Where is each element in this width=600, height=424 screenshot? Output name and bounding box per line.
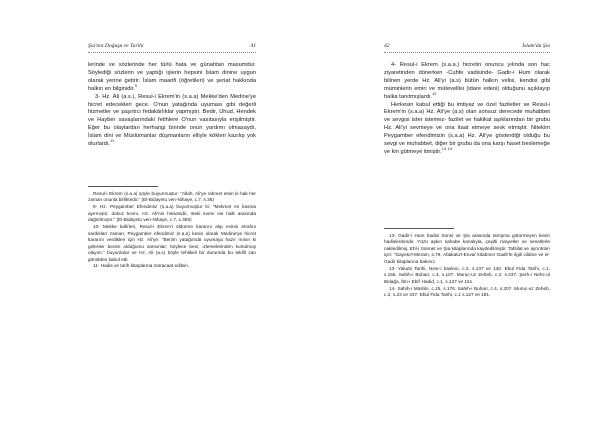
footnote: 10- Mekke kafirleri, Resul-i Ekrem'i öldürme kararını alıp evinin etrafını sardıkları zaman, Peygamber efendimiz (s.a.a) kesin olarak Medine'ye hicret kararını verdikleri için Hz. Ali'ye: "Benim yatağımda uyumaya hazır mısın ki gelenler benim olduğumu sansınlar; böylece beni, izlemelerinden kurtulmuş olayım." buyurdular ve Hz. Ali (a.s) böyle tehlikeli bir durumda bu teklifi can gönülden kabul etti. bbox=[88, 224, 256, 262]
paragraph: Herkesin kabul ettiği bu imtiyaz ve özel faziletler ve Resul-i Ekrem'in (s.a.a) Hz. Ali'ye (a.s) olan sonsuz derecede muhabbet ve sevgisi ister istemez- fazilet ve hakikat aşıklarından bir grubu Hz. Ali'yi sevmeye ve ona itaat etmeye sevk etmiştir. Nitekim Peygamber efendimizin (s.a.a) Hz. Ali'ye gösterdiği olduğu bu sevgi ve muhabbet, diğer bir grubu da ona karşı haset beslemeğe ve kin gütmeye itmiştir.$^{13}$ $^{14}$ bbox=[384, 101, 550, 155]
footnote: 14- Sahih-i Müslim, c.15, s.176. Sahih-i Buhari, c.4, s.207. Muruc-uz Zeheb, c.2, s.23 ve 437. Ebul Fida Tarihi, c.1 s.127 ve 181. bbox=[384, 285, 550, 298]
footnote-ref: 9 bbox=[134, 82, 138, 88]
left-footnotes bbox=[88, 191, 256, 270]
footnote-divider bbox=[88, 186, 158, 187]
page-number: 41 bbox=[250, 43, 256, 49]
footnote: 9- Hz. Peygamber Efendimiz (s.a.a) buyurmuştur ki: "Mekmet en kasma ayırmıştır, dokuz kısmı, Hz. Ali'nin hissesidir, öteki kısmı ise halk arasında dağıtılmıştır." (El-Bidayetu ven-Nihaye, c.7, s.359) bbox=[88, 204, 256, 223]
paragraph: 3- Hz. Ali (a.s.), Resul-i Ekrem'in (s.a.a) Mekke'den Medine'ye hicret edecekleri gece. O'nun yatağında uyuması gibi değerli hizmetler ve şaşırtıcı fedakârlıklar yapmıştır. Bedir, Uhud, Hendek ve Hayber savaşlarındaki fetihlere O'nun vasıtasıyla erişilmiştir. Eğer bu olaylardan herhangi birinde onun yardımı olmasaydı, İslam dini ve Müslümanlar düşmanların elliyle kökleri kazılıp yok olurlardı.$^{11}$ bbox=[88, 93, 256, 148]
page-number: 42 bbox=[384, 43, 390, 49]
left-body-text bbox=[88, 62, 256, 149]
right-body-text bbox=[384, 62, 550, 157]
footnote: 11- Hadis ve tarih kitaplarına müracaat edilsin. bbox=[93, 263, 190, 269]
right-footnotes bbox=[384, 233, 550, 299]
footnote-ref: 14 bbox=[447, 146, 452, 152]
footnote: 13- Yakubi Tarihi, Nesr-i baskısı, c.2, s.137 ve 140. Ebul Fida Tarihi, c.1, s.156. Sahih-i Buhari, c.4, s.107. Muruc-uz Zeheb, c.2, s.437. Şerh-i Nehc-ul Belağa, İbn-i Ebi'l Hadid, c.1, s.127 ve 161. bbox=[384, 265, 550, 284]
right-page-header bbox=[384, 42, 550, 53]
left-page-header bbox=[88, 42, 256, 53]
book-title: İslam'da Şia bbox=[522, 43, 550, 49]
footnote: 13- Gadir-i Hum hadisi Sünni ve Şia arasında tartışma götürmeyen kesin hadislerdendir. Yüzü aşkın sahabe kanalıyla, çeşitli rivayetler ve senetlerle nakledilmiş. Ehl-i Sünnet ve Şia kitaplarında kaydedilmiştir. Tafsilat ve ayrıntıları için: "Gayetu'l-Meram, s.79, Abakatu'l-Envar kitabının Gadir'le ilgili cildine ve el-Gadir kitaplarına bakınız. bbox=[384, 233, 550, 264]
footnote-ref: 12 bbox=[432, 90, 437, 96]
footnote-ref: 11 bbox=[110, 138, 115, 144]
right-page bbox=[300, 0, 600, 424]
footnote: Resul-i Ekrem (s.a.a) şöyle buyurmuştur: "Allah, Ali'ye rahmet etsin ki hak her zaman onunla birliktedir." (El-Bidayetu ven-Nihaye, c.7, s.36) bbox=[88, 191, 256, 203]
paragraph: lerinde ve sözlerinde her türlü hata ve günahtan masumdur. Söylediği sözlerin ve yaptığı işlerin hepsini İslam dinine uygun olarak yerine getirir. İslam maarifi (öğretileri) ve şeriat hakkında halkın en bilginidir.$^9$ bbox=[88, 62, 256, 92]
book-title: Şia'nın Doğuşu ve Tarihi bbox=[88, 43, 144, 49]
footnote-divider bbox=[384, 228, 454, 229]
paragraph: 4- Resul-i Ekrem (s.a.a.) hicretin onuncu yılında son hac ziyaretinden dönerken -Cuhfe vadisinde- Gadir-i Hum olarak bilinen yerde Hz. Ali'yi (a.s) bütün halkın velisi, kendisi gibi müminlerin emiri ve mütevellisi (idare edeni) olduğunu açıklayıp halka tanıtmışlardı.$^{12}$ bbox=[384, 62, 550, 100]
footnote-ref: 13 bbox=[441, 146, 446, 152]
